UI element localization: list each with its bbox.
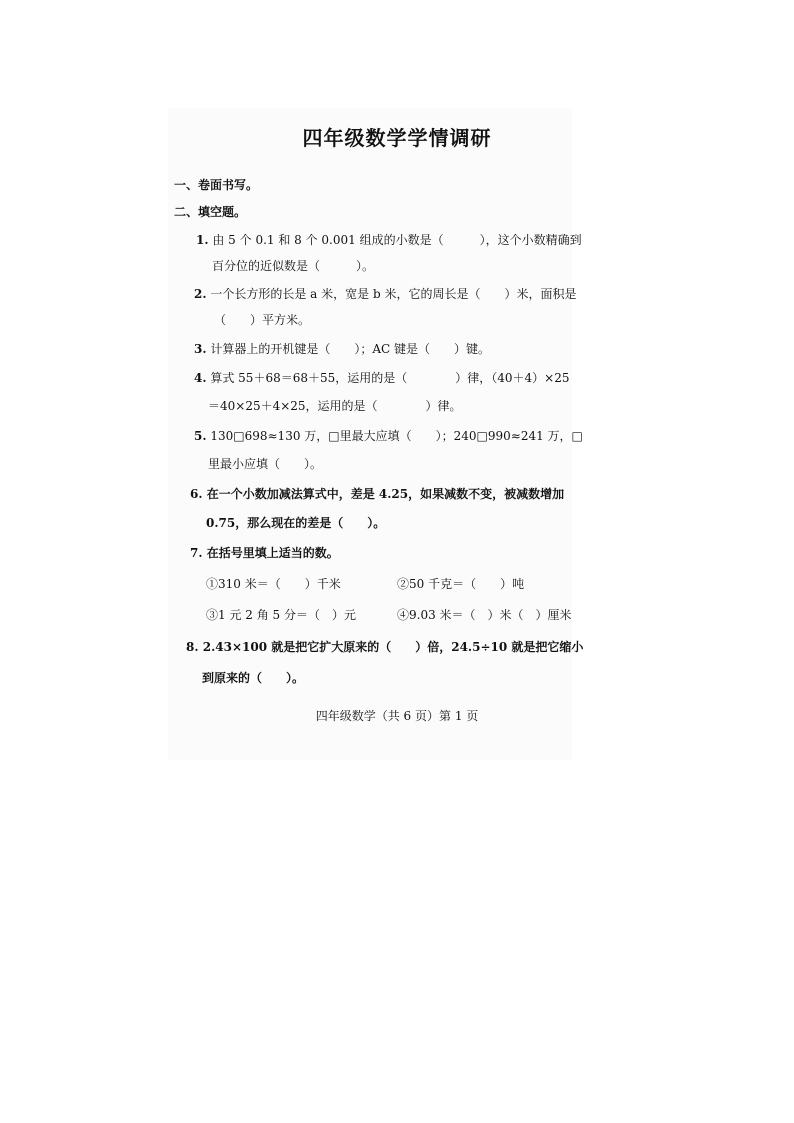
question-5-line-1 <box>194 428 583 444</box>
question-number: 8. <box>186 640 199 654</box>
question-number: 1. <box>196 233 209 247</box>
question-1-line-1 <box>196 232 582 248</box>
question-2-line-2: （ ）平方米。 <box>214 313 311 327</box>
question-8-line-1 <box>186 639 583 655</box>
question-text: 在括号里填上适当的数。 <box>206 546 339 560</box>
conversion-item-2: ②50 千克＝（ ）吨 <box>397 577 525 591</box>
question-text: 一个长方形的长是 a 米，宽是 b 米，它的周长是（ ）米，面积是 <box>210 287 577 301</box>
page-title: 四年级数学学情调研 <box>302 126 492 150</box>
question-2-line-1 <box>194 286 576 302</box>
question-text: 计算器上的开机键是（ ）；AC 键是（ ）键。 <box>210 342 491 356</box>
question-8-line-2: 到原来的（ ）。 <box>202 671 305 685</box>
question-5-line-2: 里最小应填（ ）。 <box>208 457 323 471</box>
section-heading-2: 二、填空题。 <box>174 205 247 219</box>
question-text: 2.43×100 就是把它扩大原来的（ ）倍，24.5÷10 就是把它缩小 <box>202 640 584 654</box>
conversion-item-4: ④9.03 米＝（ ）米（ ）厘米 <box>397 608 572 622</box>
question-3-line-1 <box>194 341 490 357</box>
question-number: 6. <box>190 487 203 501</box>
question-number: 3. <box>194 342 207 356</box>
section-heading-1: 一、卷面书写。 <box>174 178 259 192</box>
question-number: 5. <box>194 429 207 443</box>
question-text: 130□698≈130 万，□里最大应填（ ）；240□990≈241 万，□ <box>210 429 583 443</box>
question-text: 算式 55＋68＝68＋55，运用的是（ ）律，（40＋4）×25 <box>210 371 570 385</box>
question-number: 2. <box>194 287 207 301</box>
conversion-item-3: ③1 元 2 角 5 分＝（ ）元 <box>206 608 356 622</box>
question-7-line-1 <box>190 545 339 561</box>
conversion-item-1: ①310 米＝（ ）千米 <box>206 577 341 591</box>
question-6-line-2: 0.75，那么现在的差是（ ）。 <box>206 516 386 530</box>
page-footer: 四年级数学（共 6 页）第 1 页 <box>315 709 479 723</box>
question-number: 7. <box>190 546 203 560</box>
question-4-line-1 <box>194 370 569 386</box>
question-1-line-2: 百分位的近似数是（ ）。 <box>212 259 375 273</box>
question-text: 在一个小数加减法算式中，差是 4.25，如果减数不变，被减数增加 <box>206 487 565 501</box>
question-4-line-2: ＝40×25＋4×25，运用的是（ ）律。 <box>208 399 462 413</box>
question-6-line-1 <box>190 486 564 502</box>
question-number: 4. <box>194 371 207 385</box>
question-text: 由 5 个 0.1 和 8 个 0.001 组成的小数是（ ），这个小数精确到 <box>212 233 582 247</box>
